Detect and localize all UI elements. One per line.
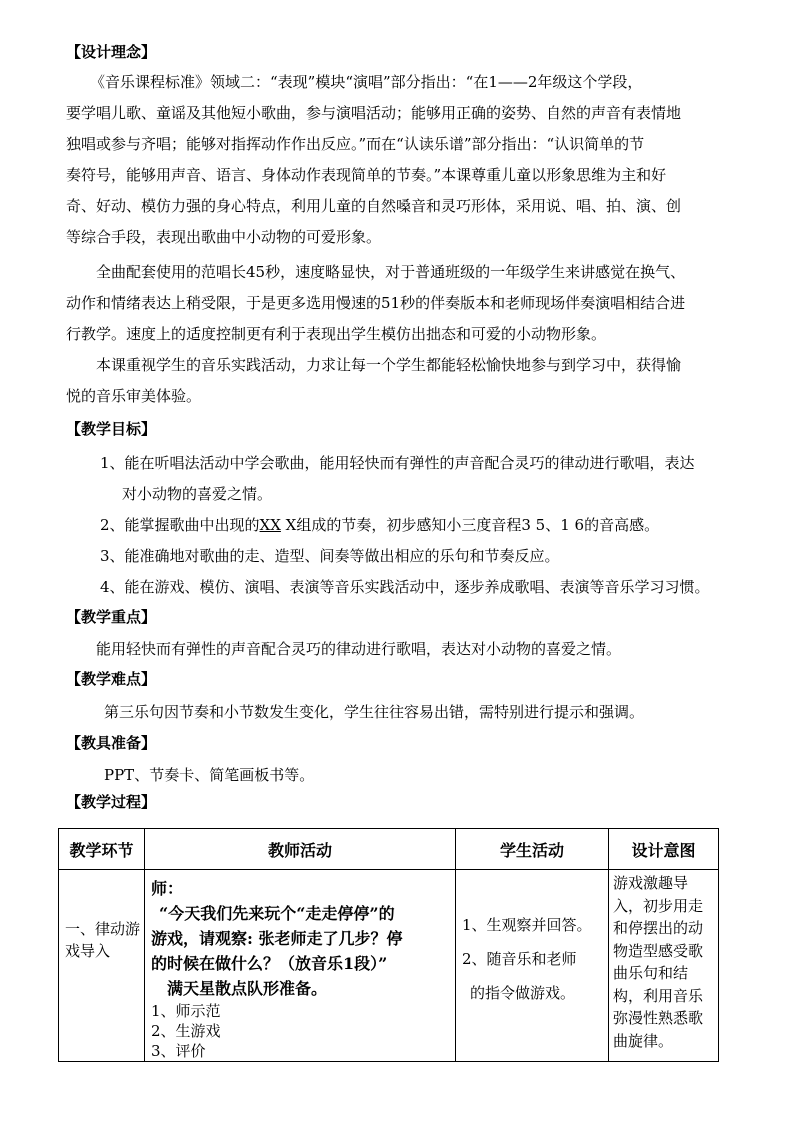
design-concept-paragraph-3: 本课重视学生的音乐实践活动，力求让每一个学生都能轻松愉快地参与到学习中，获得愉 悦的音乐审美体验。: [66, 356, 682, 405]
difficulties-text: 第三乐句因节奏和小节数发生变化，学生往往容易出错，需特别进行提示和强调。: [104, 703, 645, 721]
table-header-row: [59, 829, 719, 870]
header-student-activity: 学生活动: [456, 829, 609, 870]
student-activity-cell: 1、生观察并回答。 2、随音乐和老师 的指令做游戏。: [456, 870, 609, 1062]
heading-difficulties: 【教学难点】: [66, 670, 157, 688]
header-teacher-activity: 教师活动: [145, 829, 456, 870]
objective-2: 2、能掌握歌曲中出现的XX X组成的节奏，初步感知小三度音程3 5、1 6的音高感。: [100, 516, 660, 534]
rhythm-notation: XX: [259, 516, 281, 534]
header-stage: 教学环节: [59, 829, 145, 870]
teaching-process-table: [58, 828, 719, 1062]
objective-3: 3、能准确地对歌曲的走、造型、间奏等做出相应的乐句和节奏反应。: [100, 547, 560, 565]
materials-text: PPT、节奏卡、简笔画板书等。: [104, 766, 315, 784]
objective-4: 4、能在游戏、模仿、演唱、表演等音乐实践活动中，逐步养成歌唱、表演等音乐学习习惯。: [100, 578, 710, 596]
heading-key-points: 【教学重点】: [66, 608, 157, 626]
heading-materials: 【教具准备】: [66, 734, 157, 752]
key-points-text: 能用轻快而有弹性的声音配合灵巧的律动进行歌唱，表达对小动物的喜爱之情。: [96, 640, 622, 658]
heading-process: 【教学过程】: [66, 793, 157, 811]
design-intent-cell: 游戏激趣导入，初步用走和停摆出的动物造型感受歌曲乐句和结构，利用音乐弥漫性熟悉歌曲旋律。: [609, 870, 719, 1062]
table-row: [59, 870, 719, 1062]
objective-1-continued: 对小动物的喜爱之情。: [122, 485, 273, 503]
header-design-intent: 设计意图: [609, 829, 719, 870]
stage-cell: 一、律动游戏导入: [59, 870, 145, 1062]
design-concept-paragraph-2: 全曲配套使用的范唱长45秒，速度略显快，对于普通班级的一年级学生来讲感觉在换气、 动作和情绪表达上稍受限，于是更多选用慢速的51秒的伴奏版本和老师现场伴奏演唱相结合进 行教学。速度上的适度控制更有利于表现出学生模仿出拙态和可爱的小动物形象。: [66, 263, 686, 343]
objective-1: 1、能在听唱法活动中学会歌曲，能用轻快而有弹性的声音配合灵巧的律动进行歌唱，表达: [100, 454, 695, 472]
design-concept-paragraph-1: 《音乐课程标准》领域二：“表现”模块“演唱”部分指出：“在1——2年级这个学段， 要学唱儿歌、童谣及其他短小歌曲，参与演唱活动；能够用正确的姿势、自然的声音有表情地 独唱或参与齐唱；能够对指挥动作作出反应。”而在“认读乐谱”部分指出：“认识简单的节 奏符号，能够用声音、语言、身体动作表现简单的节奏。”本课尊重儿童以形象思维为主和好 奇、好动、模仿力强的身心特点，利用儿童的自然嗓音和灵巧形体，采用说、唱、拍、演、创 等综合手段，表现出歌曲中小动物的可爱形象。: [66, 73, 682, 246]
teacher-activity-cell: 师： “今天我们先来玩个“走走停停”的 游戏，请观察: 张老师走了几步？停 的时候在做什么？（放音乐1段）” 满天星散点队形准备。 1、师示范 2、生游戏 3、评价: [145, 870, 456, 1062]
heading-objectives: 【教学目标】: [66, 420, 157, 438]
heading-design-concept: 【设计理念】: [66, 43, 157, 61]
